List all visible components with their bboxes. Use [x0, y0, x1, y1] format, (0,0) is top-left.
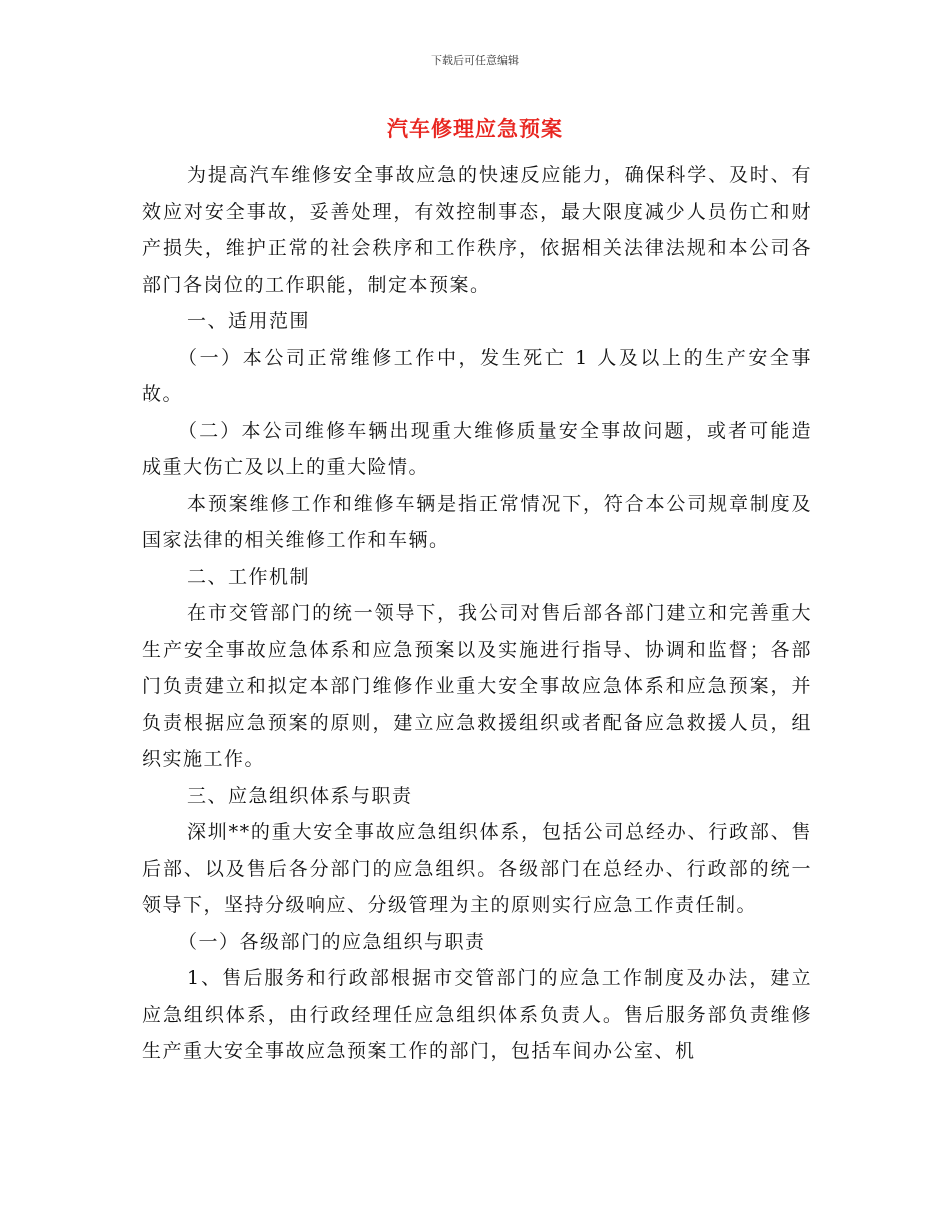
document-body: [142, 157, 812, 1070]
subsection-heading-departments: （一）各级部门的应急组织与职责: [178, 930, 486, 953]
paragraph-scope-item-2: （二）本公司维修车辆出现重大维修质量安全事故问题，或者可能造成重大伤亡及以上的重大险情。: [142, 419, 812, 478]
paragraph-departments-1: 1、售后服务和行政部根据市交管部门的应急工作制度及办法，建立应急组织体系，由行政经理任应急组织体系负责人。售后服务部负责维修生产重大安全事故应急预案工作的部门，包括车间办公室、机: [142, 967, 812, 1062]
paragraph-organization: 深圳**的重大安全事故应急组织体系，包括公司总经办、行政部、售后部、以及售后各分部门的应急组织。各级部门在总经办、行政部的统一领导下，坚持分级响应、分级管理为主的原则实行应急工作责任制。: [142, 821, 812, 916]
paragraph-intro: 为提高汽车维修安全事故应急的快速反应能力，确保科学、及时、有效应对安全事故，妥善处理，有效控制事态，最大限度减少人员伤亡和财产损失，维护正常的社会秩序和工作秩序，依据相关法律法规和本公司各部门各岗位的工作职能，制定本预案。: [142, 164, 812, 296]
paragraph-mechanism: 在市交管部门的统一领导下，我公司对售后部各部门建立和完善重大生产安全事故应急体系和应急预案以及实施进行指导、协调和监督；各部门负责建立和拟定本部门维修作业重大安全事故应急体系和应急预案，并负责根据应急预案的原则，建立应急救援组织或者配备应急救援人员，组织实施工作。: [142, 602, 812, 770]
header-note: 下载后可任意编辑: [431, 54, 519, 67]
document-title: 汽车修理应急预案: [387, 117, 563, 141]
section-heading-mechanism: 二、工作机制: [187, 565, 311, 588]
section-heading-scope: 一、适用范围: [187, 310, 311, 332]
section-heading-organization: 三、应急组织体系与职责: [187, 784, 413, 807]
paragraph-scope-note: 本预案维修工作和维修车辆是指正常情况下，符合本公司规章制度及国家法律的相关维修工作和车辆。: [142, 492, 812, 551]
paragraph-scope-item-1: （一）本公司正常维修工作中，发生死亡 1 人及以上的生产安全事故。: [142, 346, 812, 405]
